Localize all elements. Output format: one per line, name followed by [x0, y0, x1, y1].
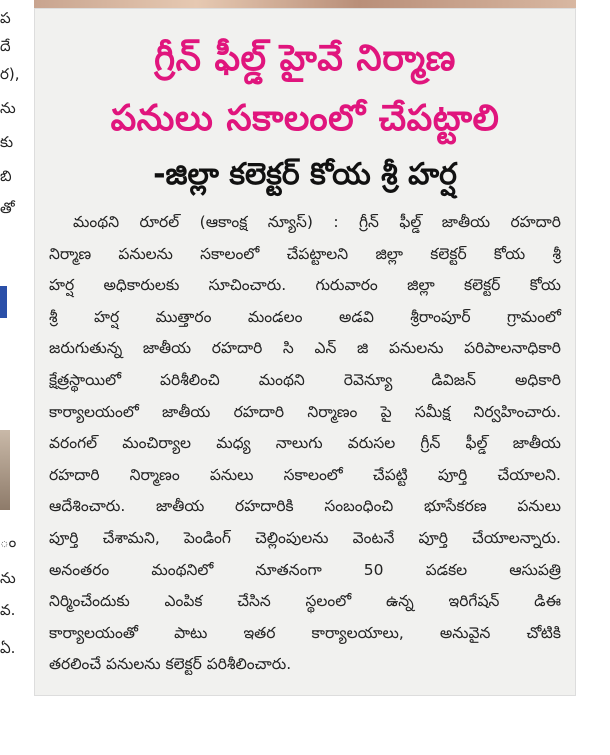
- margin-fragment: ప: [0, 9, 11, 27]
- body-line: తరలించే పనులను కలెక్టర్ పరిశీలించారు.: [49, 655, 292, 674]
- margin-fragment: దే: [0, 37, 11, 55]
- margin-fragment: వ.: [0, 601, 16, 619]
- body-line: పూర్తి చేశామని, పెండింగ్ చెల్లింపులను వెంటనే పూర్తి చేయాలన్నారు.: [49, 528, 561, 547]
- body-line: నిర్మించేందుకు ఎంపిక చేసిన స్థలంలో ఉన్న ఇరిగేషన్ డిఈ: [49, 592, 561, 611]
- adjacent-photo-edge: [0, 430, 10, 510]
- adjacent-blue-marker: [0, 286, 7, 318]
- headline: [35, 29, 575, 149]
- top-photo-strip: [34, 0, 576, 8]
- margin-fragment: బి: [0, 167, 12, 185]
- body-line: జరుగుతున్న జాతీయ రహదారి సి ఎన్ జి పనులను పరిపాలనాధికారి: [49, 339, 561, 358]
- margin-fragment: ను: [0, 569, 16, 587]
- body-line: వరంగల్ మంచిర్యాల మధ్య నాలుగు వరుసల గ్రీన్ ఫీల్డ్ జాతీయ: [49, 434, 561, 453]
- subheadline: -జిల్లా కలెక్టర్ కోయ శ్రీ హర్ష: [153, 157, 457, 192]
- body-line: నిర్మాణ పనులను సకాలంలో చేపట్టాలని జిల్లా కలెక్టర్ కోయ శ్రీ: [49, 244, 561, 263]
- body-line: శ్రీ హర్ష ముత్తారం మండలం అడవి శ్రీరాంపూర్ గ్రామంలో: [49, 307, 561, 326]
- body-line: రహదారి నిర్మాణం పనులు సకాలంలో చేపట్టి పూర్తి చేయాలని.: [49, 465, 561, 484]
- margin-fragment: ఏ.: [0, 639, 16, 657]
- body-line: కార్యాలయంతో పాటు ఇతర కార్యాలయాలు, అనువైన చోటికి: [49, 623, 561, 642]
- body-line: క్షేత్రస్థాయిలో పరిశీలించి మంథని రెవెన్యూ డివిజన్ అధికారి: [49, 370, 561, 389]
- body-line: అనంతరం మంథనిలో నూతనంగా 50 పడకల ఆసుపత్రి: [49, 560, 561, 579]
- adjacent-column-fragment: [0, 0, 22, 680]
- headline-line: గ్రీన్ ఫీల్డ్ హైవే నిర్మాణ: [154, 38, 456, 79]
- body-line: కార్యాలయంలో జాతీయ రహదారి నిర్మాణం పై సమీక్ష నిర్వహించారు.: [49, 402, 561, 421]
- margin-fragment: కు: [0, 133, 14, 151]
- margin-fragment: ను: [0, 99, 16, 117]
- news-article: [34, 8, 576, 696]
- margin-fragment: ర),: [0, 65, 20, 83]
- margin-fragment: ం: [0, 533, 17, 551]
- body-line: హర్ష అధికారులకు సూచించారు. గురువారం జిల్లా కలెక్టర్ కోయ: [49, 276, 561, 295]
- article-body: [49, 207, 561, 681]
- body-line: మంథని రూరల్ (ఆకాంక్ష న్యూస్) : గ్రీన్ ఫీల్డ్ జాతీయ రహదారి: [73, 213, 561, 231]
- headline-line: పనులు సకాలంలో చేపట్టాలి: [110, 98, 500, 139]
- margin-fragment: తో: [0, 199, 15, 217]
- body-line: ఆదేశించారు. జాతీయ రహదారికి సంబంధించి భూసేకరణ పనులు: [49, 497, 561, 516]
